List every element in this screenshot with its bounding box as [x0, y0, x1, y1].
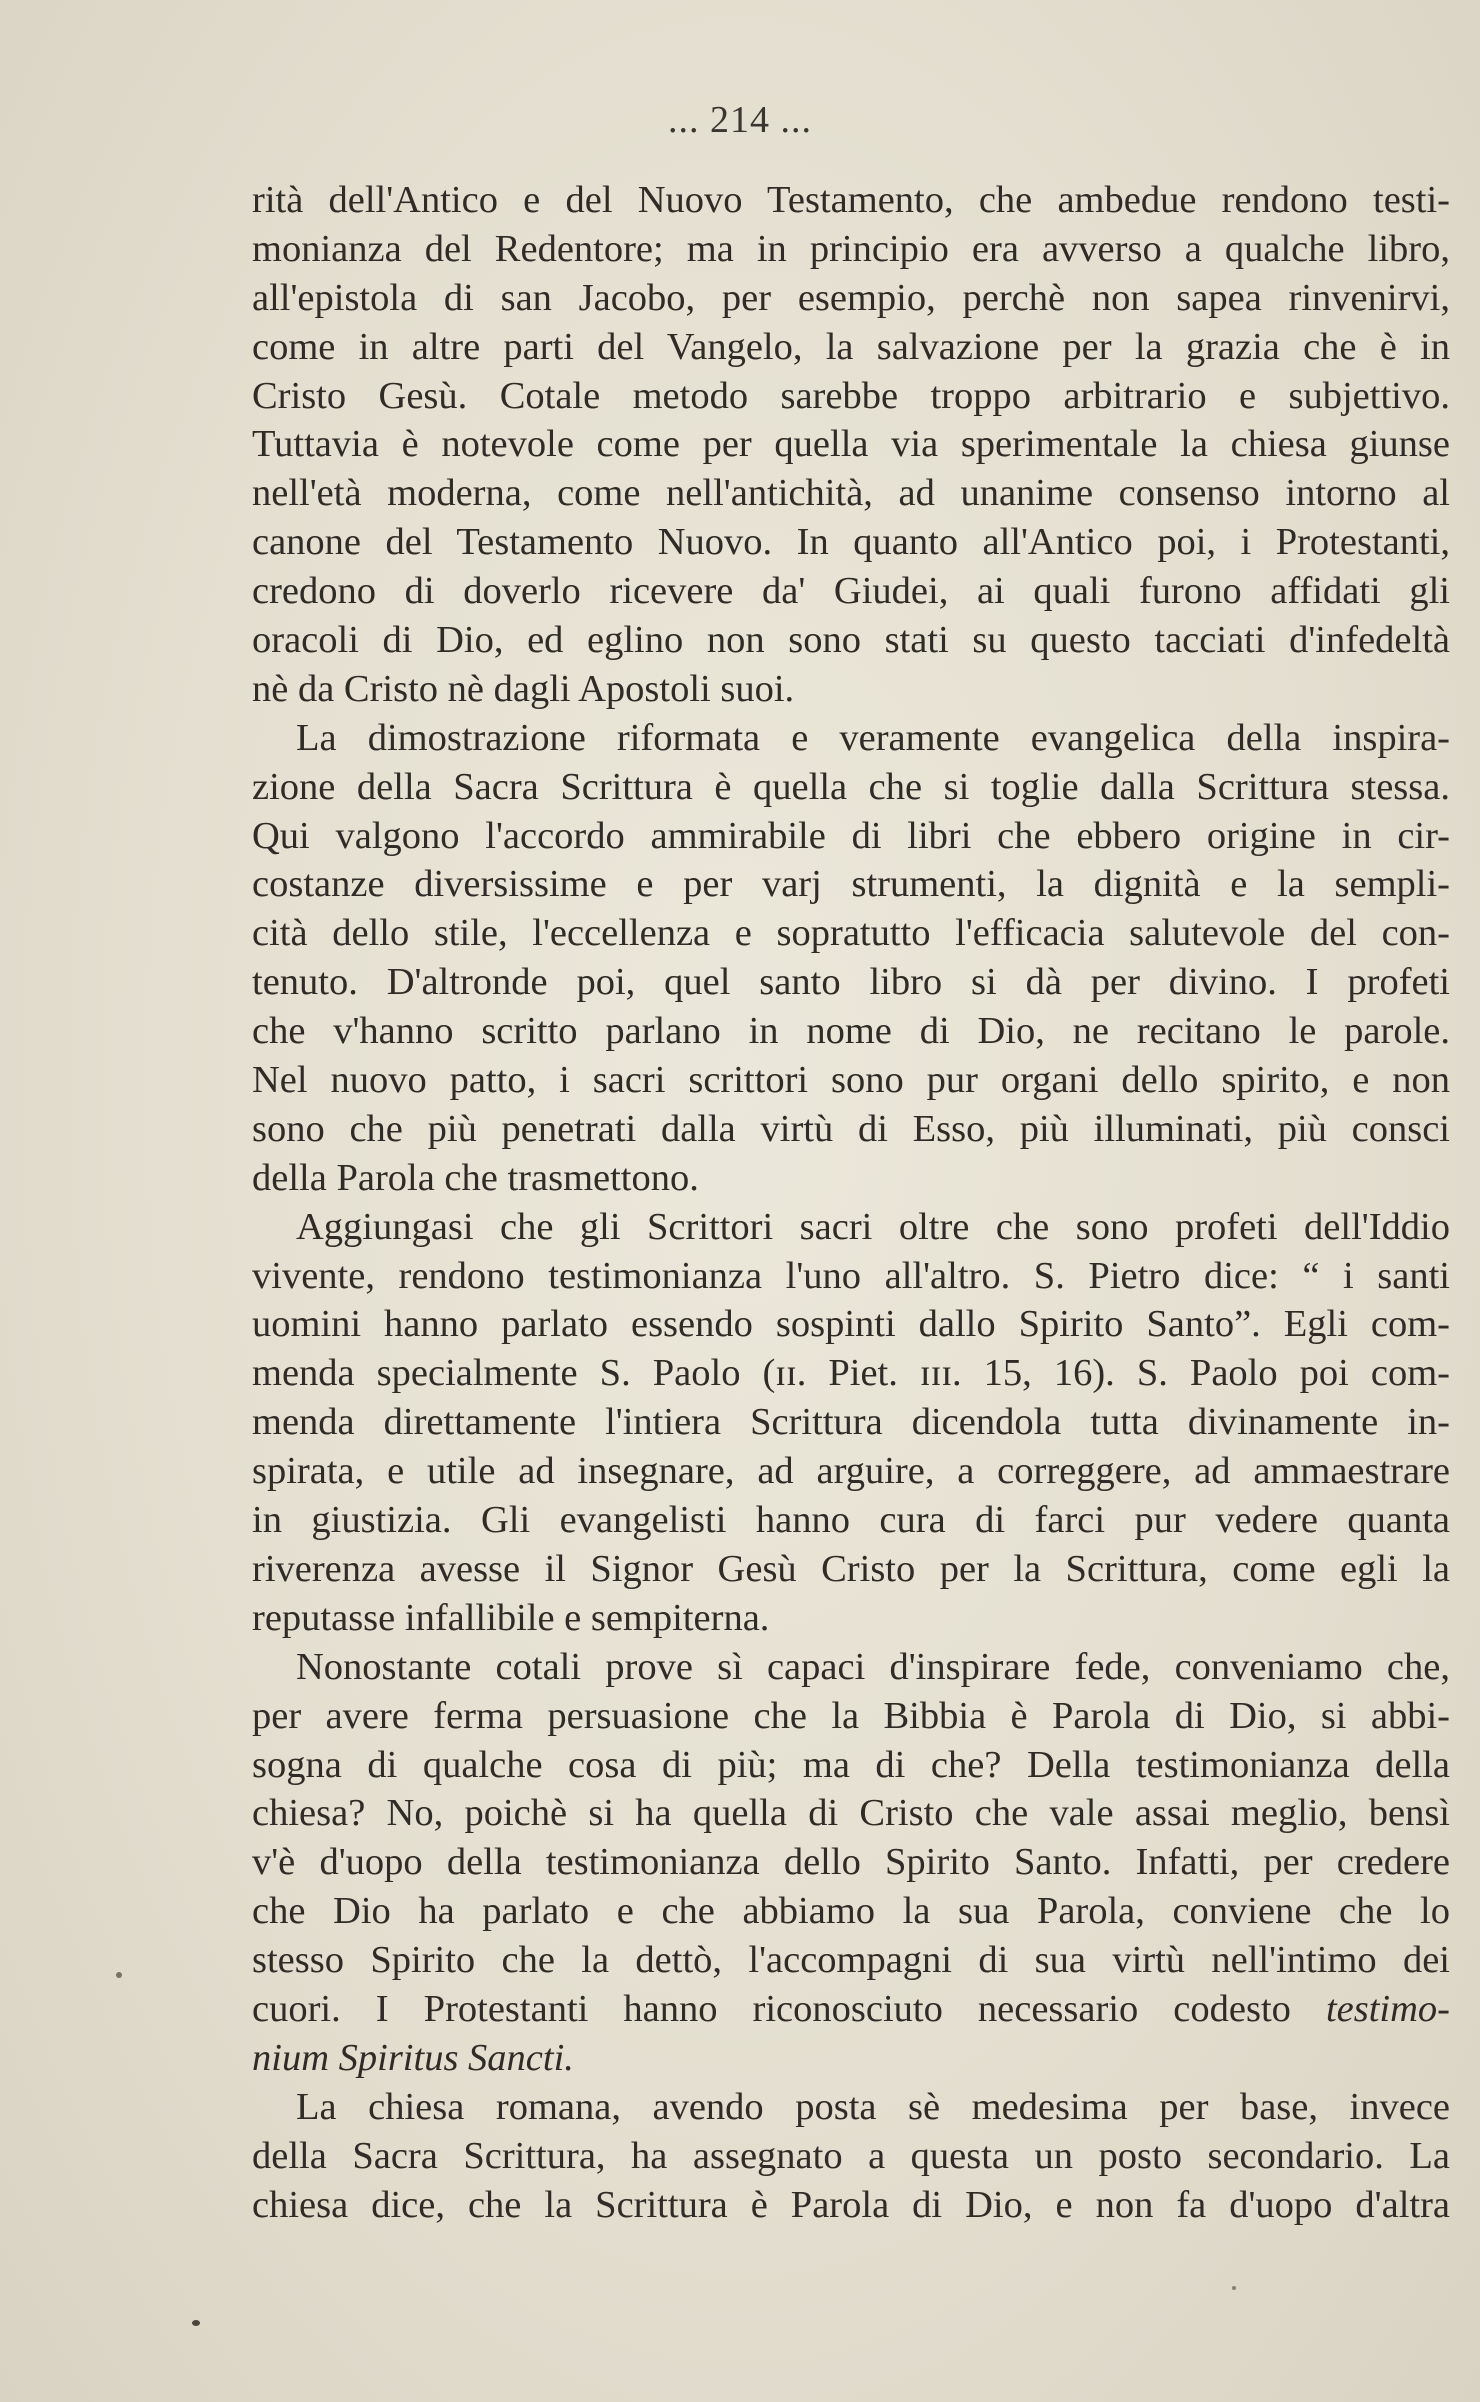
ink-speck — [192, 2320, 200, 2326]
text-line — [252, 1349, 1450, 1398]
text-line — [252, 1496, 1450, 1545]
text-line-content: Cristo Gesù. Cotale metodo sarebbe troppo arbitrario e subjettivo. — [252, 374, 1450, 417]
text-line — [252, 225, 1450, 274]
text-line — [252, 1252, 1450, 1301]
text-line-content: Nel nuovo patto, i sacri scrittori sono pur organi dello spirito, e non — [252, 1059, 1450, 1102]
text-line-content: della Parola che trasmettono. — [252, 1156, 699, 1199]
text-line — [252, 420, 1450, 469]
text-line — [252, 1007, 1450, 1056]
text-line-content: in giustizia. Gli evangelisti hanno cura di farci pur vedere quanta — [252, 1499, 1450, 1542]
text-line — [252, 1545, 1450, 1594]
text-line-content: Aggiungasi che gli Scrittori sacri oltre che sono profeti dell'Iddio — [296, 1205, 1450, 1248]
text-line — [252, 2181, 1450, 2230]
text-line — [252, 958, 1450, 1007]
text-line — [252, 1838, 1450, 1887]
text-line — [252, 469, 1450, 518]
text-line-content: vivente, rendono testimonianza l'uno all'altro. S. Pietro dice: “ i santi — [252, 1254, 1450, 1297]
text-line — [252, 714, 1450, 763]
text-line — [252, 1741, 1450, 1790]
text-line — [252, 616, 1450, 665]
text-line-content: nell'età moderna, come nell'antichità, ad unanime consenso intorno al — [252, 472, 1450, 515]
text-line — [252, 1594, 1450, 1643]
text-line — [252, 2083, 1450, 2132]
text-line — [252, 1936, 1450, 1985]
text-line-content: canone del Testamento Nuovo. In quanto all'Antico poi, i Protestanti, — [252, 521, 1450, 564]
text-line-content: rità dell'Antico e del Nuovo Testamento, che ambedue rendono testi- — [252, 179, 1450, 221]
text-line — [252, 1887, 1450, 1936]
text-line — [252, 860, 1450, 909]
ink-speck — [116, 1972, 122, 1978]
text-line — [252, 323, 1450, 372]
text-line-content: reputasse infallibile e sempiterna. — [252, 1596, 770, 1639]
text-line — [252, 567, 1450, 616]
text-line-content: uomini hanno parlato essendo sospinti dallo Spirito Santo”. Egli com- — [252, 1303, 1450, 1346]
text-line-content: riverenza avesse il Signor Gesù Cristo per la Scrittura, come egli la — [252, 1547, 1450, 1590]
text-line — [252, 2034, 1450, 2083]
text-line-content: della Sacra Scrittura, ha assegnato a questa un posto secondario. La — [252, 2134, 1450, 2177]
text-line-content: menda direttamente l'intiera Scrittura dicendola tutta divinamente in- — [252, 1401, 1450, 1444]
text-line-content: monianza del Redentore; ma in principio era avverso a qualche libro, — [252, 227, 1450, 270]
text-line — [252, 812, 1450, 861]
text-line-content: che Dio ha parlato e che abbiamo la sua Parola, conviene che lo — [252, 1890, 1450, 1933]
text-line-content: Qui valgono l'accordo ammirabile di libri che ebbero origine in cir- — [252, 814, 1450, 857]
text-line-content: cuori. I Protestanti hanno riconosciuto necessario codesto — [252, 1987, 1291, 2030]
text-line-content: all'epistola di san Jacobo, per esempio, perchè non sapea rinvenirvi, — [252, 276, 1450, 319]
text-line-content: menda specialmente S. Paolo (ɪɪ. Piet. ɪɪɪ. 15, 16). S. Paolo poi com- — [252, 1352, 1450, 1395]
text-line — [252, 274, 1450, 323]
text-line — [252, 1300, 1450, 1349]
text-line-content: La dimostrazione riformata e veramente evangelica della inspira- — [296, 716, 1450, 759]
text-line — [252, 763, 1450, 812]
text-line-content: oracoli di Dio, ed eglino non sono stati su questo tacciati d'infedeltà — [252, 619, 1450, 662]
text-line — [252, 665, 1450, 714]
text-line-content: spirata, e utile ad insegnare, ad arguire, a correggere, ad ammaestrare — [252, 1450, 1450, 1493]
text-line-content: come in altre parti del Vangelo, la salvazione per la grazia che è in — [252, 325, 1450, 368]
text-line — [252, 176, 1450, 225]
text-line-content: credono di doverlo ricevere da' Giudei, ai quali furono affidati gli — [252, 570, 1450, 613]
body-text — [252, 176, 1450, 2229]
text-line — [252, 1985, 1450, 2034]
text-line — [252, 909, 1450, 958]
text-line-content: che v'hanno scritto parlano in nome di Dio, ne recitano le parole. — [252, 1010, 1450, 1053]
text-line-content: tenuto. D'altronde poi, quel santo libro si dà per divino. I profeti — [252, 961, 1450, 1004]
page-number: ... 214 ... — [668, 99, 812, 141]
text-line-content: sono che più penetrati dalla virtù di Esso, più illuminati, più consci — [252, 1107, 1450, 1150]
text-line-content: costanze diversissime e per varj strumenti, la dignità e la sempli- — [252, 863, 1450, 906]
text-line — [252, 1105, 1450, 1154]
italic-text: nium Spiritus Sancti. — [252, 2036, 574, 2079]
text-line — [252, 1398, 1450, 1447]
text-line — [252, 372, 1450, 421]
text-line — [252, 1643, 1450, 1692]
text-line — [252, 1056, 1450, 1105]
text-line — [252, 1789, 1450, 1838]
text-line-content: stesso Spirito che la dettò, l'accompagni di sua virtù nell'intimo dei — [252, 1939, 1450, 1982]
text-line-content: chiesa? No, poichè si ha quella di Cristo che vale assai meglio, bensì — [252, 1792, 1450, 1835]
text-line — [252, 1154, 1450, 1203]
ink-speck — [1232, 2286, 1236, 2290]
text-line — [252, 1447, 1450, 1496]
text-line-content: sogna di qualche cosa di più; ma di che? Della testimonianza della — [252, 1743, 1450, 1786]
text-line — [252, 518, 1450, 567]
text-line-content: Tuttavia è notevole come per quella via sperimentale la chiesa giunse — [252, 423, 1450, 466]
text-line — [252, 1692, 1450, 1741]
text-line-content: nè da Cristo nè dagli Apostoli suoi. — [252, 667, 795, 710]
italic-text: testimo- — [1325, 1987, 1451, 2030]
text-line — [252, 2132, 1450, 2181]
text-line-content: La chiesa romana, avendo posta sè medesima per base, invece — [296, 2085, 1450, 2128]
text-line — [252, 1203, 1450, 1252]
text-line-content: v'è d'uopo della testimonianza dello Spirito Santo. Infatti, per credere — [252, 1841, 1450, 1884]
text-line-content: cità dello stile, l'eccellenza e sopratutto l'efficacia salutevole del con- — [252, 912, 1450, 955]
text-line-content: chiesa dice, che la Scrittura è Parola di Dio, e non fa d'uopo d'altra — [252, 2183, 1450, 2226]
text-line-content: per avere ferma persuasione che la Bibbia è Parola di Dio, si abbi- — [252, 1694, 1450, 1737]
text-line-content: zione della Sacra Scrittura è quella che si toglie dalla Scrittura stessa. — [252, 765, 1450, 808]
text-line-content: Nonostante cotali prove sì capaci d'inspirare fede, conveniamo che, — [296, 1645, 1450, 1688]
